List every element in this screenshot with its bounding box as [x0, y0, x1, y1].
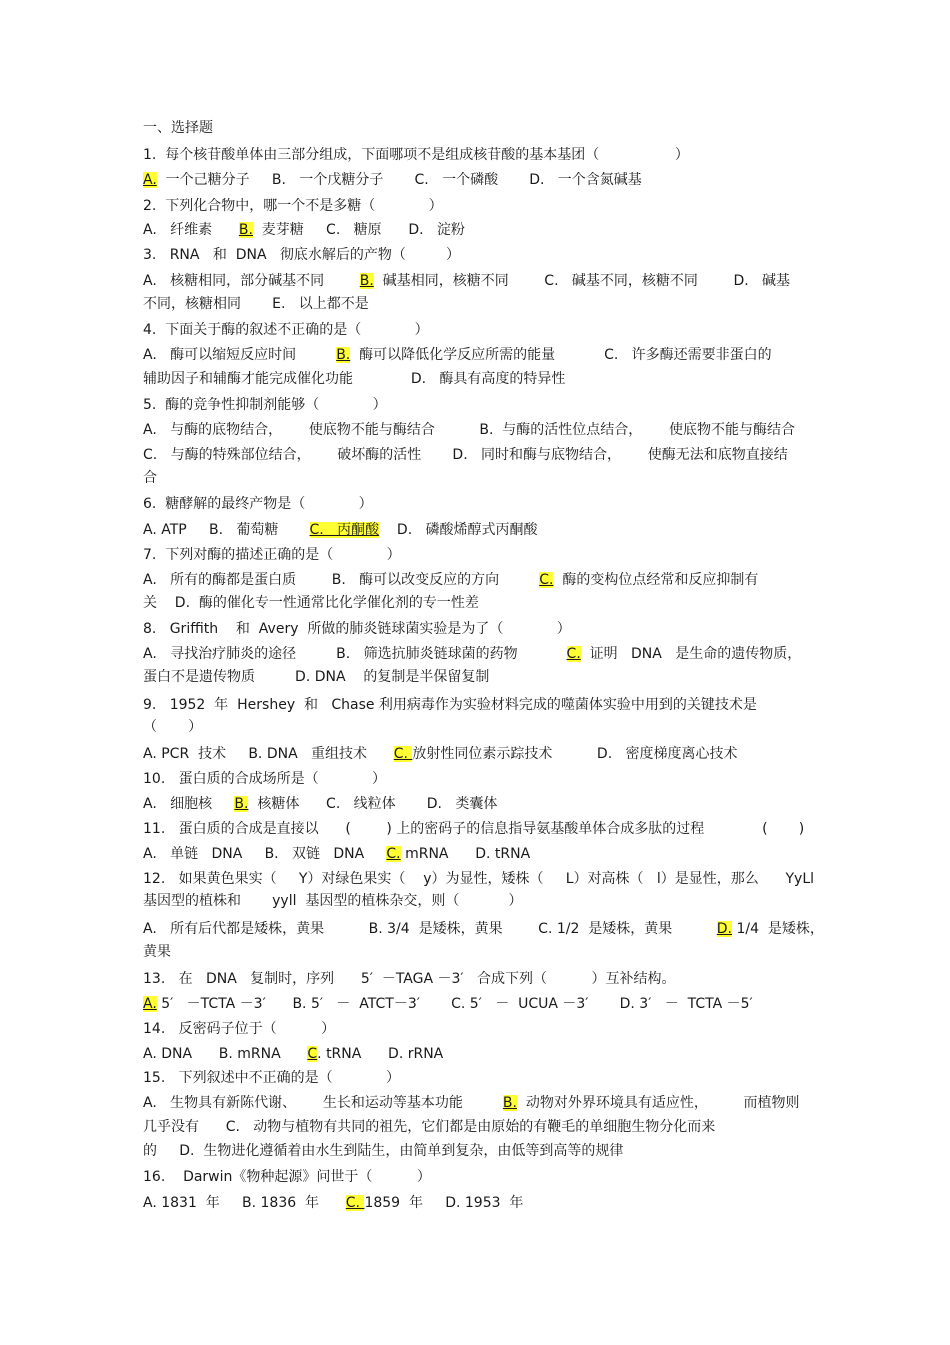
- option-text: 酶的变构位点经常和反应抑制有: [553, 572, 759, 588]
- option-text: . tRNA D. rRNA: [317, 1046, 444, 1062]
- option-text: 黄果: [143, 944, 171, 960]
- option-text: 蛋白不是遗传物质 D. DNA 的复制是半保留复制: [143, 669, 490, 685]
- question-options: [143, 521, 538, 539]
- question-options: [143, 795, 497, 813]
- option-text: 酶可以降低化学反应所需的能量 C. 许多酶还需要非蛋白的: [350, 347, 772, 363]
- question-stem: 12. 如果黄色果实（ Y）对绿色果实（ y）为显性，矮株（ L）对高株（ l）是显性，那么 YyLl: [143, 871, 815, 887]
- option-text: D. 磷酸烯醇式丙酮酸: [379, 522, 538, 538]
- question-options: [143, 571, 758, 589]
- highlighted-answer: C.: [386, 846, 401, 862]
- question-stem: 10. 蛋白质的合成场所是（ ）: [143, 771, 387, 787]
- question-stem: 4. 下面关于酶的叙述不正确的是（ ）: [143, 322, 429, 338]
- option-text: 1/4 是矮株，: [732, 921, 824, 937]
- question-options: [143, 370, 565, 388]
- question-options: [143, 943, 171, 961]
- question-stem: 14. 反密码子位于（ ）: [143, 1021, 336, 1037]
- question-options: [143, 1142, 623, 1160]
- option-text: 合: [143, 470, 157, 486]
- question-options: [143, 469, 157, 487]
- option-text: 动物对外界环境具有适应性， 而植物则: [516, 1095, 800, 1111]
- option-text: mRNA D. tRNA: [400, 846, 531, 862]
- option-text: 关 D. 酶的催化专一性通常比化学催化剂的专一性差: [143, 595, 479, 611]
- question-options: [143, 1094, 799, 1112]
- question-options: [143, 745, 738, 763]
- option-text: 一个己糖分子 B. 一个戊糖分子 C. 一个磷酸 D. 一个含氮碱基: [156, 172, 642, 188]
- question-stem: 13. 在 DNA 复制时，序列 5′ －TAGA －3′ 合成下列（ ）互补结构。: [143, 971, 676, 987]
- option-text: A. 所有的酶都是蛋白质 B. 酶可以改变反应的方向: [143, 572, 540, 588]
- option-text: 的 D. 生物进化遵循着由水生到陆生，由简单到复杂，由低等到高等的规律: [143, 1143, 624, 1159]
- option-text: A. 纤维素: [143, 222, 239, 238]
- option-text: B.: [479, 422, 494, 438]
- highlighted-answer: B.: [502, 1095, 517, 1111]
- option-text: 核糖体 C. 线粒体 D. 类囊体: [248, 796, 498, 812]
- highlighted-answer: B.: [336, 347, 351, 363]
- highlighted-answer: C.: [393, 746, 413, 762]
- question-stem: 3. RNA 和 DNA 彻底水解后的产物（ ）: [143, 247, 460, 263]
- highlighted-answer: A.: [143, 996, 157, 1012]
- question-stem: 1. 每个核苷酸单体由三部分组成，下面哪项不是组成核苷酸的基本基团（ ）: [143, 147, 689, 163]
- question-options: [143, 446, 788, 464]
- option-text: 碱基相同，核糖不同 C. 碱基不同，核糖不同 D. 碱基: [373, 273, 791, 289]
- highlighted-answer: C.: [566, 646, 581, 662]
- question-stem: （ ）: [143, 719, 203, 735]
- option-text: A. 与酶的底物结合， 使底物不能与酶结合: [143, 422, 480, 438]
- question-options: [143, 272, 790, 290]
- question-options: [143, 920, 824, 938]
- question-options: [143, 171, 642, 189]
- question-options: [143, 645, 801, 663]
- question-stem: 15. 下列叙述中不正确的是（ ）: [143, 1070, 401, 1086]
- question-options: [143, 346, 772, 364]
- option-text: 5′ －TCTA －3′ B. 5′ － ATCT－3′ C. 5′ － UCUA －3′ D. 3′ － TCTA －5′: [156, 996, 753, 1012]
- question-options: [143, 845, 530, 863]
- question-stem: 11. 蛋白质的合成是直接以 ( ) 上的密码子的信息指导氨基酸单体合成多肽的过程 ( ): [143, 821, 805, 837]
- question-options: [143, 1194, 523, 1212]
- option-text: 不同，核糖相同 E. 以上都不是: [143, 296, 369, 312]
- option-text: A. 所有后代都是矮株，黄果 B. 3/4 是矮株，黄果 C. 1/2 是矮株，黄果: [143, 921, 717, 937]
- option-text: 放射性同位素示踪技术 D. 密度梯度离心技术: [412, 746, 738, 762]
- option-text: A. 核糖相同，部分碱基不同: [143, 273, 360, 289]
- highlighted-answer: C.: [539, 572, 554, 588]
- question-stem: 基因型的植株和 yyll 基因型的植株杂交，则（ ）: [143, 893, 523, 909]
- option-text: A. 细胞核: [143, 796, 235, 812]
- option-text: A. 1831 年 B. 1836 年: [143, 1195, 346, 1211]
- highlighted-answer: D.: [716, 921, 733, 937]
- option-text: 证明 DNA 是生命的遗传物质，: [580, 646, 802, 662]
- question-options: [143, 1118, 715, 1136]
- highlighted-answer: B.: [234, 796, 249, 812]
- question-options: [143, 1045, 443, 1063]
- option-text: A. 酶可以缩短反应时间: [143, 347, 337, 363]
- highlighted-answer: B.: [359, 273, 374, 289]
- question-options: [143, 668, 489, 686]
- section-title: 一、选择题: [143, 120, 213, 136]
- highlighted-answer: B.: [238, 222, 253, 238]
- question-options: [143, 221, 465, 239]
- option-text: 几乎没有 C. 动物与植物有共同的祖先，它们都是由原始的有鞭毛的单细胞生物分化而来: [143, 1119, 716, 1135]
- highlighted-answer: C: [307, 1046, 318, 1062]
- question-options: [143, 295, 369, 313]
- option-text: C. 与酶的特殊部位结合， 破坏酶的活性 D. 同时和酶与底物结合， 使酶无法和底物直接结: [143, 447, 788, 463]
- question-stem: 7. 下列对酶的描述正确的是（ ）: [143, 547, 401, 563]
- option-text: A. ATP B. 葡萄糖: [143, 522, 310, 538]
- question-stem: 16. Darwin《物种起源》问世于（ ）: [143, 1169, 431, 1185]
- option-text: 麦芽糖 C. 糖原 D. 淀粉: [252, 222, 465, 238]
- question-stem: 2. 下列化合物中，哪一个不是多糖（ ）: [143, 198, 443, 214]
- question-options: [143, 594, 479, 612]
- question-stem: 9. 1952 年 Hershey 和 Chase 利用病毒作为实验材料完成的噬菌体实验中用到的关键技术是: [143, 697, 757, 713]
- option-text: A. 生物具有新陈代谢、 生长和运动等基本功能: [143, 1095, 503, 1111]
- option-text: 辅助因子和辅酶才能完成催化功能 D. 酶具有高度的特异性: [143, 371, 566, 387]
- option-text: A. 寻找治疗肺炎的途径 B. 筛选抗肺炎链球菌的药物: [143, 646, 567, 662]
- question-options: [143, 995, 753, 1013]
- question-stem: 5. 酶的竞争性抑制剂能够（ ）: [143, 397, 387, 413]
- highlighted-answer: C. 丙酮酸: [309, 522, 380, 538]
- highlighted-answer: C.: [345, 1195, 365, 1211]
- question-stem: 8. Griffith 和 Avery 所做的肺炎链球菌实验是为了（ ）: [143, 621, 571, 637]
- question-stem: 6. 糖酵解的最终产物是（ ）: [143, 496, 373, 512]
- option-text: 1859 年 D. 1953 年: [364, 1195, 524, 1211]
- highlighted-answer: A.: [143, 172, 157, 188]
- option-text: A. 单链 DNA B. 双链 DNA: [143, 846, 387, 862]
- option-text: 与酶的活性位点结合， 使底物不能与酶结合: [493, 422, 796, 438]
- option-text: A. DNA B. mRNA: [143, 1046, 308, 1062]
- option-text: A. PCR 技术 B. DNA 重组技术: [143, 746, 394, 762]
- question-options: [143, 421, 795, 439]
